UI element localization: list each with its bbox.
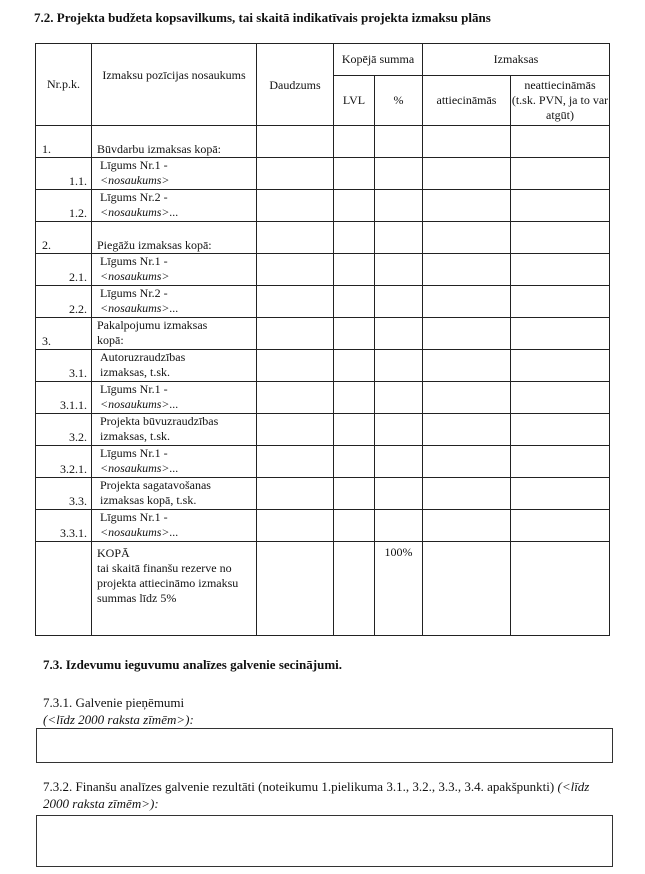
row-name (92, 446, 257, 478)
question-7-3-2-title: 7.3.2. Finanšu analīzes galvenie rezultāti (noteikumu 1.pielikuma 3.1., 3.2., 3.3., 3.4. apakšpunkti) (43, 779, 555, 794)
row-number: 1.1. (36, 158, 92, 190)
row-name (92, 158, 257, 190)
row-name (92, 318, 257, 350)
row-name-line1: Pakalpojumu izmaksas (97, 318, 208, 332)
ineligible-cell[interactable] (511, 158, 610, 190)
header-name: Izmaksu pozīcijas nosaukums (92, 44, 257, 126)
total-eligible-cell[interactable] (423, 542, 511, 636)
row-name (92, 510, 257, 542)
total-ineligible-cell[interactable] (511, 542, 610, 636)
eligible-cell[interactable] (423, 350, 511, 382)
row-name-line1: Līgums Nr.1 - (100, 382, 168, 396)
total-qty-cell[interactable] (257, 542, 334, 636)
table-row (36, 222, 610, 254)
total-lvl-cell[interactable] (334, 542, 375, 636)
row-name (92, 190, 257, 222)
row-name-line1: Līgums Nr.1 - (100, 510, 168, 524)
total-label: KOPĀ (97, 546, 130, 560)
lvl-cell[interactable] (334, 446, 375, 478)
row-number: 2.2. (36, 286, 92, 318)
row-name-line1: Autoruzraudzības (100, 350, 186, 364)
row-name-line2: <nosaukums>... (100, 525, 179, 539)
eligible-cell[interactable] (423, 510, 511, 542)
ineligible-cell[interactable] (511, 286, 610, 318)
ineligible-cell[interactable] (511, 222, 610, 254)
header-costs: Izmaksas (423, 44, 610, 76)
eligible-cell[interactable] (423, 190, 511, 222)
lvl-cell[interactable] (334, 158, 375, 190)
row-name (92, 286, 257, 318)
question-7-3-2-hint: (<līdz 2000 raksta zīmēm>): (43, 779, 590, 811)
row-number: 2.1. (36, 254, 92, 286)
table-row (36, 446, 610, 478)
table-row (36, 190, 610, 222)
qty-cell[interactable] (257, 158, 334, 190)
row-name-line2: kopā: (97, 333, 124, 347)
row-name (92, 222, 257, 254)
table-row (36, 254, 610, 286)
pct-cell[interactable] (375, 318, 423, 350)
ineligible-cell[interactable] (511, 350, 610, 382)
row-name (92, 126, 257, 158)
table-row (36, 318, 610, 350)
eligible-cell[interactable] (423, 158, 511, 190)
row-number: 3. (36, 318, 92, 350)
eligible-cell[interactable] (423, 478, 511, 510)
total-nr-cell (36, 542, 92, 636)
total-pct-cell: 100% (375, 542, 423, 636)
question-7-3-1-title: 7.3.1. Galvenie pieņēmumi (43, 695, 185, 710)
pct-cell[interactable] (375, 350, 423, 382)
header-eligible: attiecināmās (423, 76, 511, 126)
ineligible-cell[interactable] (511, 382, 610, 414)
row-name (92, 478, 257, 510)
budget-summary-table (35, 43, 610, 636)
pct-cell[interactable] (375, 510, 423, 542)
row-name-line1: Līgums Nr.1 - (100, 446, 168, 460)
qty-cell[interactable] (257, 318, 334, 350)
table-row (36, 414, 610, 446)
pct-cell[interactable] (375, 254, 423, 286)
qty-cell[interactable] (257, 510, 334, 542)
ineligible-cell[interactable] (511, 478, 610, 510)
lvl-cell[interactable] (334, 478, 375, 510)
lvl-cell[interactable] (334, 318, 375, 350)
question-7-3-1 (43, 694, 194, 728)
table-row (36, 510, 610, 542)
row-name-line1: Līgums Nr.2 - (100, 190, 168, 204)
qty-cell[interactable] (257, 350, 334, 382)
question-7-3-1-hint: (<līdz 2000 raksta zīmēm>): (43, 712, 194, 727)
table-row (36, 382, 610, 414)
row-name-line2: izmaksas, t.sk. (100, 429, 170, 443)
pct-cell[interactable] (375, 190, 423, 222)
lvl-cell[interactable] (334, 510, 375, 542)
header-nr: Nr.p.k. (36, 44, 92, 126)
pct-cell[interactable] (375, 126, 423, 158)
ineligible-cell[interactable] (511, 126, 610, 158)
row-number: 2. (36, 222, 92, 254)
ineligible-cell[interactable] (511, 190, 610, 222)
row-number: 3.3. (36, 478, 92, 510)
row-name (92, 382, 257, 414)
header-total: Kopējā summa (334, 44, 423, 76)
row-name-line2: <nosaukums> (100, 269, 170, 283)
row-name-line1: Līgums Nr.2 - (100, 286, 168, 300)
lvl-cell[interactable] (334, 222, 375, 254)
qty-cell[interactable] (257, 222, 334, 254)
row-number: 1.2. (36, 190, 92, 222)
lvl-cell[interactable] (334, 414, 375, 446)
eligible-cell[interactable] (423, 414, 511, 446)
section-heading-7-3: 7.3. Izdevumu ieguvumu analīzes galvenie secinājumi. (43, 657, 343, 672)
table-row (36, 286, 610, 318)
ineligible-cell[interactable] (511, 254, 610, 286)
eligible-cell[interactable] (423, 126, 511, 158)
eligible-cell[interactable] (423, 222, 511, 254)
row-name-line2: izmaksas, t.sk. (100, 365, 170, 379)
total-note: tai skaitā finanšu rezerve no projekta attiecināmo izmaksu summas līdz 5% (97, 561, 239, 605)
ineligible-cell[interactable] (511, 318, 610, 350)
row-name (92, 414, 257, 446)
row-name-line2: <nosaukums>... (100, 461, 179, 475)
section-title-7-2: 7.2. Projekta budžeta kopsavilkums, tai skaitā indikatīvais projekta izmaksu plāns (34, 10, 491, 25)
lvl-cell[interactable] (334, 190, 375, 222)
pct-cell[interactable] (375, 382, 423, 414)
lvl-cell[interactable] (334, 126, 375, 158)
answer-box-7-3-1[interactable] (36, 728, 613, 763)
eligible-cell[interactable] (423, 286, 511, 318)
table-body (36, 126, 610, 542)
row-number: 1. (36, 126, 92, 158)
row-name-line1: Projekta būvuzraudzības (100, 414, 219, 428)
eligible-cell[interactable] (423, 382, 511, 414)
row-name-line1: Līgums Nr.1 - (100, 254, 168, 268)
pct-cell[interactable] (375, 478, 423, 510)
answer-box-7-3-2[interactable] (36, 815, 613, 867)
qty-cell[interactable] (257, 190, 334, 222)
eligible-cell[interactable] (423, 446, 511, 478)
row-number: 3.3.1. (36, 510, 92, 542)
row-name (92, 350, 257, 382)
qty-cell[interactable] (257, 414, 334, 446)
table-row (36, 158, 610, 190)
header-qty: Daudzums (257, 44, 334, 126)
table-row (36, 478, 610, 510)
pct-cell[interactable] (375, 158, 423, 190)
ineligible-cell[interactable] (511, 510, 610, 542)
row-name-line2: <nosaukums>... (100, 205, 179, 219)
row-name-line1: Projekta sagatavošanas (100, 478, 211, 492)
lvl-cell[interactable] (334, 254, 375, 286)
lvl-cell[interactable] (334, 382, 375, 414)
lvl-cell[interactable] (334, 350, 375, 382)
table-row (36, 350, 610, 382)
row-name-line2: <nosaukums>... (100, 397, 179, 411)
qty-cell[interactable] (257, 446, 334, 478)
qty-cell[interactable] (257, 286, 334, 318)
row-number: 3.2.1. (36, 446, 92, 478)
eligible-cell[interactable] (423, 254, 511, 286)
row-number: 3.2. (36, 414, 92, 446)
row-name-line1: Būvdarbu izmaksas kopā: (97, 142, 221, 156)
ineligible-cell[interactable] (511, 446, 610, 478)
row-name-line1: Līgums Nr.1 - (100, 158, 168, 172)
total-label-cell (92, 542, 257, 636)
row-name-line2: izmaksas kopā, t.sk. (100, 493, 197, 507)
table-row (36, 126, 610, 158)
ineligible-cell[interactable] (511, 414, 610, 446)
eligible-cell[interactable] (423, 318, 511, 350)
row-name-line2: <nosaukums> (100, 173, 170, 187)
header-pct: % (375, 76, 423, 126)
pct-cell[interactable] (375, 286, 423, 318)
row-name (92, 254, 257, 286)
header-ineligible: neattiecināmās (t.sk. PVN, ja to var atgūt) (511, 76, 610, 126)
pct-cell[interactable] (375, 414, 423, 446)
pct-cell[interactable] (375, 446, 423, 478)
row-number: 3.1.1. (36, 382, 92, 414)
question-7-3-2 (43, 778, 603, 812)
row-name-line2: <nosaukums>... (100, 301, 179, 315)
qty-cell[interactable] (257, 126, 334, 158)
header-lvl: LVL (334, 76, 375, 126)
qty-cell[interactable] (257, 254, 334, 286)
qty-cell[interactable] (257, 382, 334, 414)
row-name-line1: Piegāžu izmaksas kopā: (97, 238, 212, 252)
qty-cell[interactable] (257, 478, 334, 510)
lvl-cell[interactable] (334, 286, 375, 318)
pct-cell[interactable] (375, 222, 423, 254)
row-number: 3.1. (36, 350, 92, 382)
